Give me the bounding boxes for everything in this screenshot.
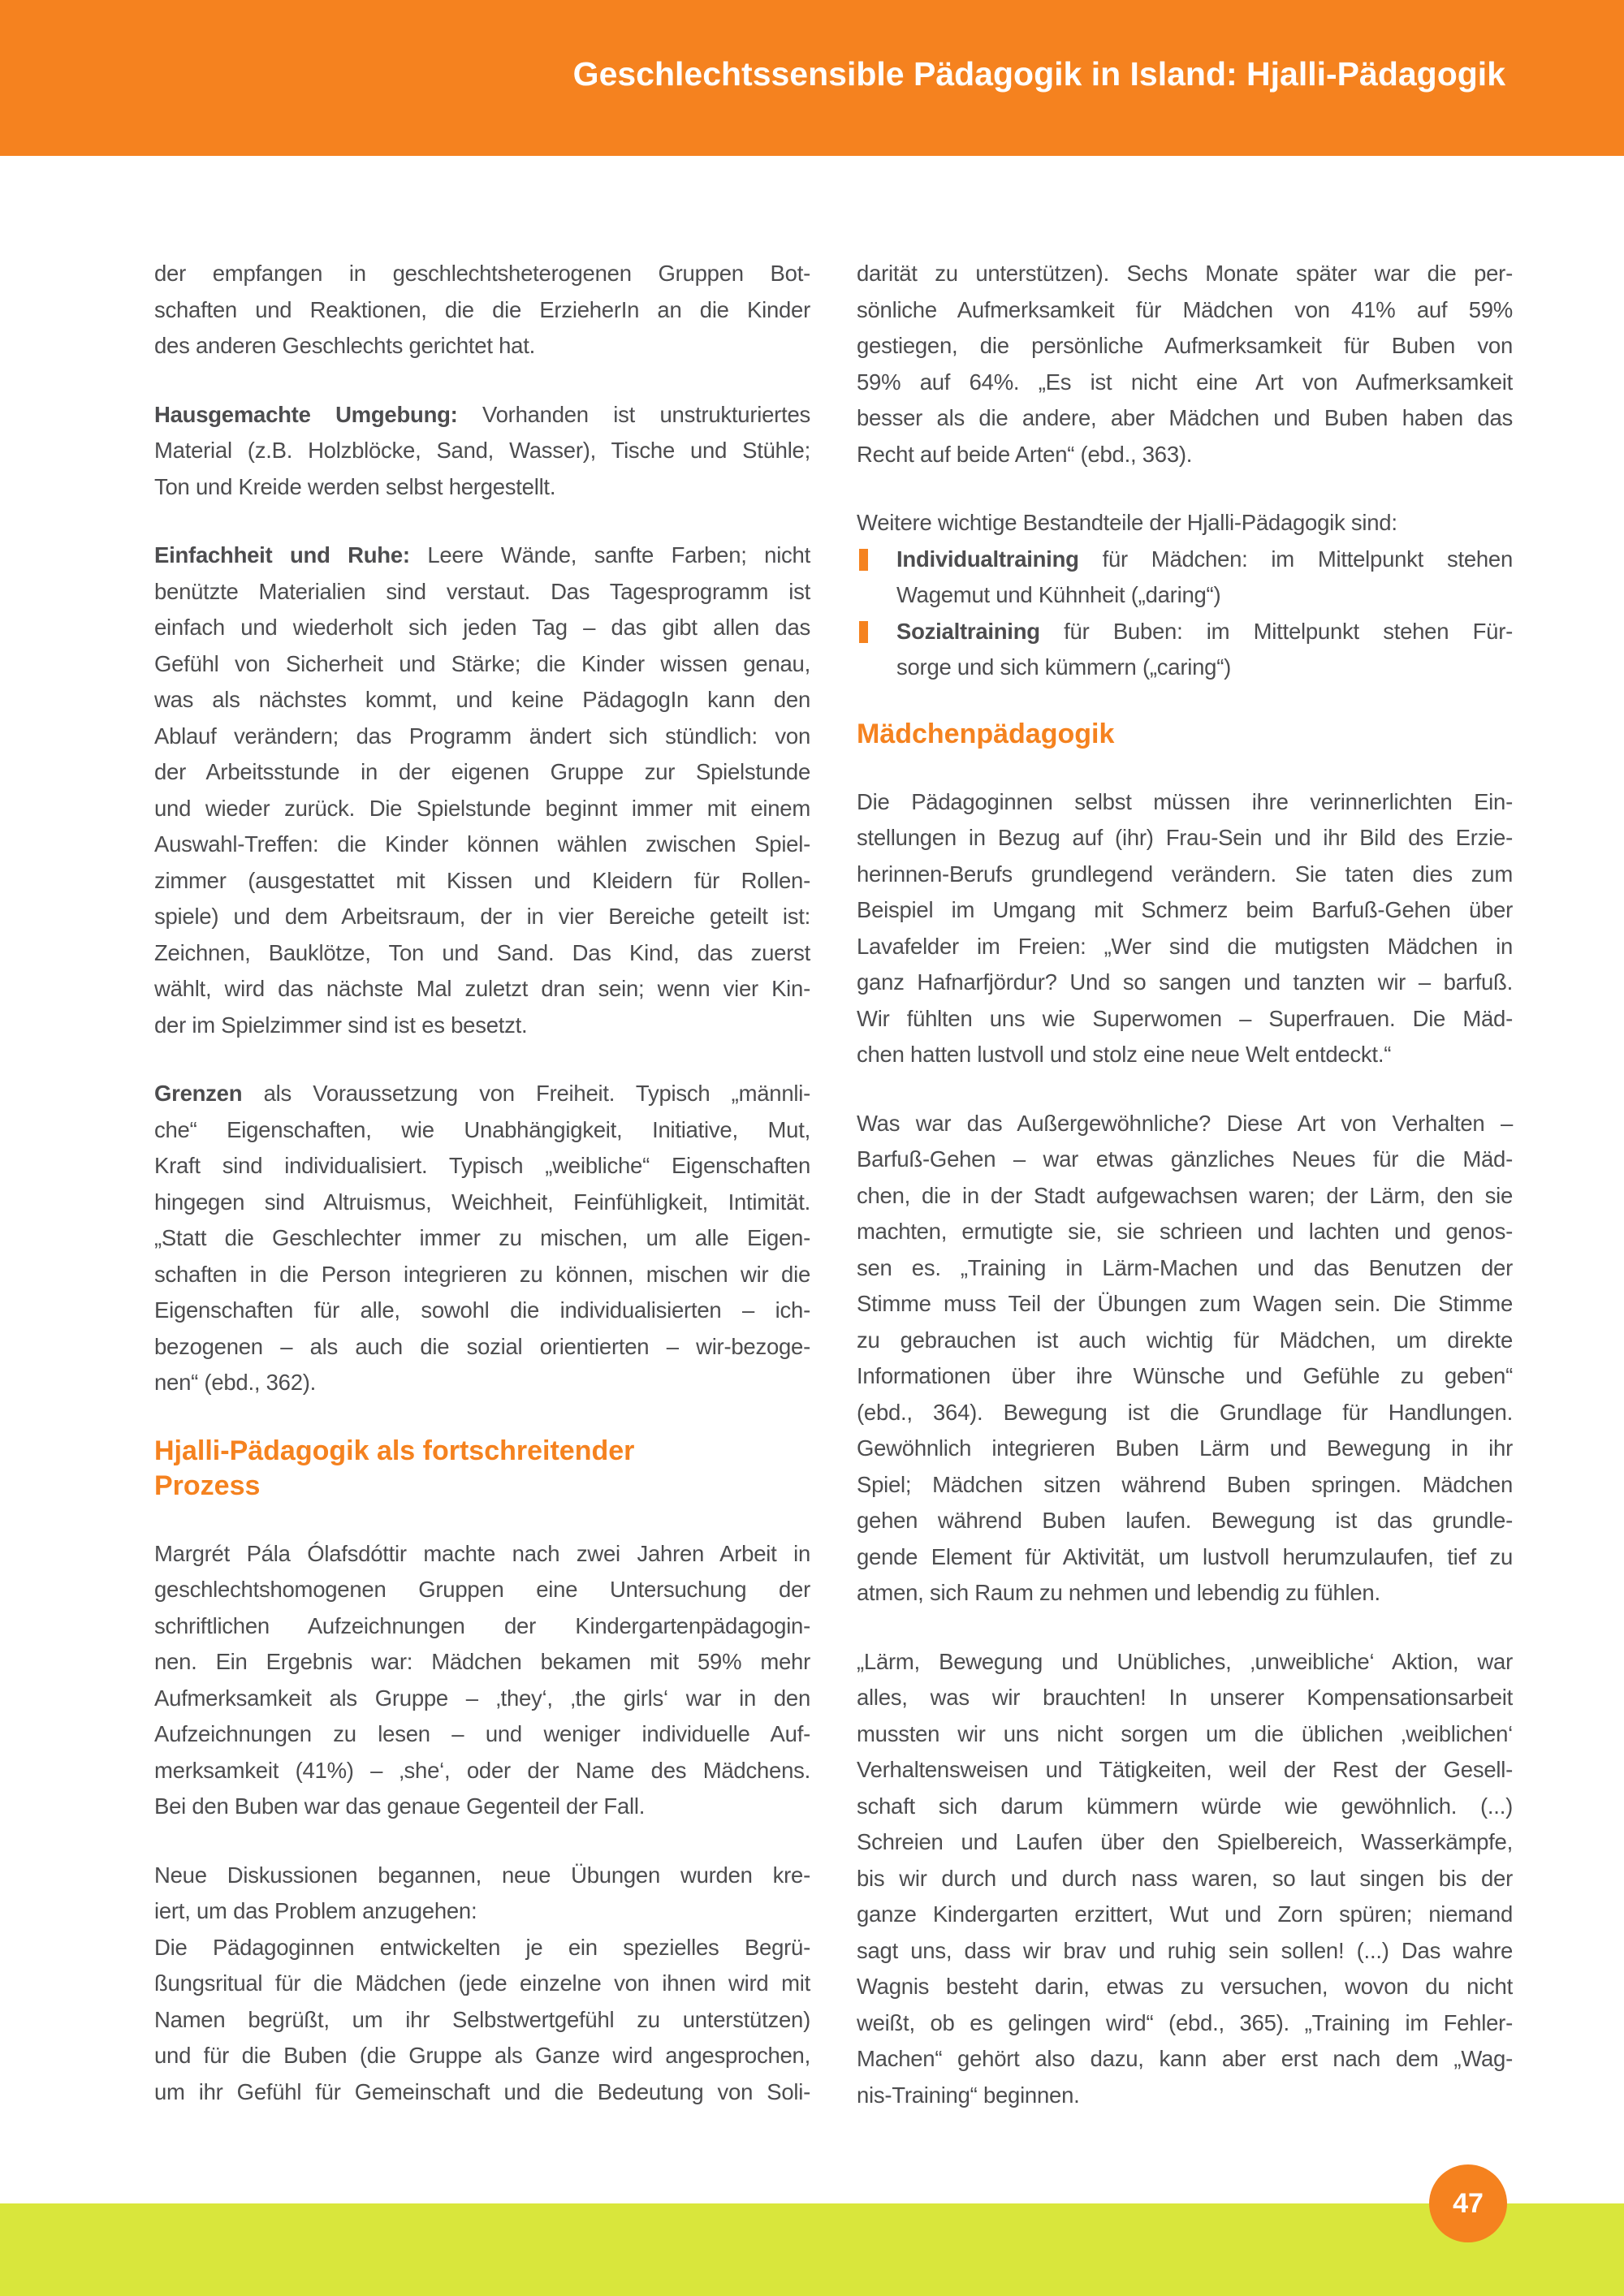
text-line	[857, 505, 1513, 542]
text-line	[857, 1969, 1513, 2005]
line-text: benützte Materialien sind verstaut. Das Tagesprogramm ist	[154, 578, 810, 604]
text-line	[154, 469, 810, 506]
running-title: Geschlechtssensible Pädagogik in Island: Hjalli-Pädagogik	[572, 55, 1505, 93]
text-line	[896, 614, 1513, 650]
text-line	[154, 1536, 810, 1573]
paragraph	[154, 1930, 810, 2111]
line-text: Neue Diskussionen begannen, neue Übungen wurden kre-	[154, 1862, 810, 1888]
line-text: der Arbeitsstunde in der eigenen Gruppe zur Spielstunde	[154, 759, 810, 784]
line-text: besser als die andere, aber Mädchen und Buben haben das	[857, 405, 1513, 430]
right-paragraphs-a	[857, 256, 1513, 542]
paragraph	[154, 397, 810, 506]
text-line	[154, 1608, 810, 1645]
left-column	[154, 256, 810, 2143]
text-line	[154, 1257, 810, 1293]
text-line	[857, 2078, 1513, 2114]
line-text: Eigenschaften für alle, sowohl die individualisierten – ich-	[154, 1297, 810, 1323]
text-line	[154, 1185, 810, 1221]
text-line	[896, 650, 1513, 686]
bullet-item	[857, 542, 1513, 614]
text-line	[154, 537, 810, 574]
line-text: herinnen-Berufs grundlegend verändern. Sie taten dies zum	[857, 861, 1513, 887]
text-line	[857, 1503, 1513, 1539]
text-line	[154, 719, 810, 755]
text-line	[857, 820, 1513, 857]
line-text: Was war das Außergewöhnliche? Diese Art von Verhalten –	[857, 1110, 1513, 1136]
line-text: spiele) und dem Arbeitsraum, der in vier Bereiche geteilt ist:	[154, 904, 810, 929]
bold-lead: Sozialtraining	[896, 618, 1040, 644]
text-line	[857, 1001, 1513, 1038]
line-text: Gefühl von Sicherheit und Stärke; die Kinder wissen genau,	[154, 650, 810, 676]
text-line	[857, 292, 1513, 329]
line-text: sorge und sich kümmern („caring“)	[896, 654, 1232, 680]
line-text: „Statt die Geschlechter immer zu mischen, um alle Eigen-	[154, 1225, 810, 1250]
bold-lead: Individualtraining	[896, 546, 1079, 572]
line-text: des anderen Geschlechts gerichtet hat.	[154, 333, 535, 358]
bold-lead: Grenzen	[154, 1081, 243, 1106]
text-line	[154, 2002, 810, 2039]
text-line	[857, 1467, 1513, 1504]
text-line	[857, 365, 1513, 401]
line-text: Schreien und Laufen über den Spielbereich, Wasserkämpfe,	[857, 1829, 1513, 1854]
line-text: Barfuß-Gehen – war etwas gänzliches Neues für die Mäd-	[857, 1146, 1513, 1172]
text-line	[857, 1431, 1513, 1467]
line-text: machten, ermutigte sie, sie schrieen und lachten und genos-	[857, 1219, 1513, 1244]
line-text: 59% auf 64%. „Es ist nicht eine Art von Aufmerksamkeit	[857, 369, 1513, 395]
text-line	[896, 542, 1513, 578]
line-text: Die Pädagoginnen selbst müssen ihre verinnerlichten Ein-	[857, 788, 1513, 814]
paragraph	[154, 537, 810, 1043]
text-line	[154, 791, 810, 827]
text-line	[857, 1824, 1513, 1861]
text-line	[857, 2005, 1513, 2042]
text-line	[154, 1112, 810, 1149]
line-text: bezogenen – als auch die sozial orientierten – wir-bezoge-	[154, 1333, 810, 1359]
text-line	[154, 1753, 810, 1789]
line-text: weißt, ob es gelingen wird“ (ebd., 365). „Training im Fehler-	[857, 2009, 1513, 2035]
text-line	[154, 1893, 810, 1930]
line-text: Beispiel im Umgang mit Schmerz beim Barfuß-Gehen über	[857, 897, 1513, 922]
bold-lead: Einfachheit und Ruhe:	[154, 542, 410, 568]
text-line	[154, 610, 810, 646]
right-column	[857, 256, 1513, 2146]
orange-bar-bullet-icon	[859, 621, 868, 643]
line-text: Leere Wände, sanfte Farben; nicht	[427, 542, 810, 568]
line-text: Zeichnen, Bauklötze, Ton und Sand. Das Kind, das zuerst	[154, 939, 810, 965]
paragraph	[857, 256, 1513, 473]
text-line	[857, 1358, 1513, 1395]
text-line	[154, 754, 810, 791]
line-text: der im Spielzimmer sind ist es besetzt.	[154, 1012, 528, 1038]
line-text: Verhaltensweisen und Tätigkeiten, weil der Rest der Gesell-	[857, 1757, 1513, 1782]
text-line	[857, 400, 1513, 437]
text-line	[857, 1286, 1513, 1323]
line-text: Recht auf beide Arten“ (ebd., 363).	[857, 441, 1193, 467]
line-text: gestiegen, die persönliche Aufmerksamkeit für Buben von	[857, 333, 1513, 358]
line-text: Wagemut und Kühnheit („daring“)	[896, 582, 1221, 607]
text-line	[154, 899, 810, 935]
section-heading-prozess	[154, 1434, 810, 1504]
line-text: sen es. „Training in Lärm-Machen und das Benutzen der	[857, 1254, 1513, 1280]
line-text: atmen, sich Raum zu nehmen und lebendig zu fühlen.	[857, 1580, 1380, 1605]
text-line	[154, 2074, 810, 2111]
text-line	[857, 1037, 1513, 1073]
paragraph	[857, 505, 1513, 542]
footer-band	[0, 2203, 1624, 2296]
heading-line: Prozess	[154, 1470, 261, 1501]
text-line	[154, 971, 810, 1008]
line-text: und wieder zurück. Die Spielstunde beginnt immer mit einem	[154, 795, 810, 821]
text-line	[857, 857, 1513, 893]
line-text: Margrét Pála Ólafsdóttir machte nach zwei Jahren Arbeit in	[154, 1540, 810, 1566]
text-line	[154, 2038, 810, 2074]
line-text: chen, die in der Stadt aufgewachsen waren; der Lärm, den sie	[857, 1182, 1513, 1208]
text-line	[154, 256, 810, 292]
line-text: nen. Ein Ergebnis war: Mädchen bekamen mit 59% mehr	[154, 1649, 810, 1674]
text-line	[154, 1716, 810, 1753]
text-line	[154, 863, 810, 900]
text-line	[154, 328, 810, 365]
line-text: Vorhanden ist unstrukturiertes	[482, 401, 811, 427]
line-text: Lavafelder im Freien: „Wer sind die mutigsten Mädchen in	[857, 933, 1513, 959]
text-line	[154, 574, 810, 611]
text-line	[154, 1008, 810, 1044]
text-line	[857, 892, 1513, 929]
text-line	[154, 1644, 810, 1681]
line-text: iert, um das Problem anzugehen:	[154, 1898, 477, 1923]
line-text: stellungen in Bezug auf (ihr) Frau-Sein und ihr Bild des Erzie-	[857, 825, 1513, 850]
line-text: sagt uns, dass wir brav und ruhig sein sollen! (...) Das wahre	[857, 1937, 1513, 1963]
line-text: Die Pädagoginnen entwickelten je ein spezielles Begrü-	[154, 1934, 810, 1960]
line-text: für Buben: im Mittelpunkt stehen Für-	[1064, 618, 1514, 644]
text-line	[857, 1789, 1513, 1825]
line-text: Gewöhnlich integrieren Buben Lärm und Bewegung in ihr	[857, 1435, 1513, 1461]
right-paragraphs-b	[857, 784, 1513, 2114]
page-header	[0, 0, 1624, 156]
text-line	[154, 1930, 810, 1966]
text-line	[857, 1897, 1513, 1933]
text-line	[154, 1572, 810, 1608]
text-line	[857, 1575, 1513, 1612]
text-line	[857, 1395, 1513, 1431]
text-line	[154, 1293, 810, 1329]
paragraph	[154, 1858, 810, 1930]
text-line	[154, 433, 810, 469]
text-line	[857, 784, 1513, 821]
line-text: was als nächstes kommt, und keine PädagogIn kann den	[154, 687, 810, 712]
line-text: nen“ (ebd., 362).	[154, 1370, 317, 1395]
line-text: che“ Eigenschaften, wie Unabhängigkeit, Initiative, Mut,	[154, 1116, 810, 1142]
line-text: nis-Training“ beginnen.	[857, 2082, 1080, 2108]
line-text: schaften und Reaktionen, die die ErzieherIn an die Kinder	[154, 296, 810, 322]
text-line	[857, 256, 1513, 292]
text-line	[154, 826, 810, 863]
page-number-badge: 47	[1429, 2164, 1507, 2242]
text-line	[857, 328, 1513, 365]
text-line	[857, 1178, 1513, 1215]
line-text: Namen begrüßt, um ihr Selbstwertgefühl zu unterstützen)	[154, 2006, 810, 2032]
line-text: hingegen sind Altruismus, Weichheit, Feinfühligkeit, Intimität.	[154, 1189, 810, 1215]
text-line	[857, 2041, 1513, 2078]
line-text: Stimme muss Teil der Übungen zum Wagen sein. Die Stimme	[857, 1291, 1513, 1316]
text-line	[154, 1858, 810, 1894]
text-line	[154, 292, 810, 329]
text-line	[857, 1106, 1513, 1142]
text-line	[154, 397, 810, 434]
line-text: zu gebrauchen ist auch wichtig für Mädchen, um direkte	[857, 1327, 1513, 1353]
text-line	[154, 935, 810, 972]
line-text: darität zu unterstützen). Sechs Monate später war die per-	[857, 261, 1513, 286]
text-line	[857, 1752, 1513, 1789]
text-line	[154, 1076, 810, 1112]
line-text: als Voraussetzung von Freiheit. Typisch „männli-	[263, 1081, 810, 1106]
bullet-list	[857, 542, 1513, 686]
text-line	[857, 1323, 1513, 1359]
line-text: Machen“ gehört also dazu, kann aber erst nach dem „Wag-	[857, 2046, 1513, 2071]
line-text: Wir fühlten uns wie Superwomen – Superfrauen. Die Mäd-	[857, 1005, 1513, 1031]
section-heading-maedchenpaedagogik: Mädchenpädagogik	[857, 718, 1115, 749]
line-text: Weitere wichtige Bestandteile der Hjalli-Pädagogik sind:	[857, 510, 1397, 535]
line-text: Ablauf verändern; das Programm ändert sich stündlich: von	[154, 723, 810, 749]
text-line	[154, 682, 810, 719]
text-line	[857, 437, 1513, 473]
paragraph	[857, 1644, 1513, 2114]
line-text: Auswahl-Treffen: die Kinder können wählen zwischen Spiel-	[154, 831, 810, 857]
heading-line: Hjalli-Pädagogik als fortschreitender	[154, 1435, 635, 1466]
line-text: bis wir durch und durch nass waren, so laut singen bis der	[857, 1865, 1513, 1891]
line-text: Material (z.B. Holzblöcke, Sand, Wasser), Tische und Stühle;	[154, 438, 810, 463]
line-text: schriftlichen Aufzeichnungen der Kindergartenpädagogin-	[154, 1612, 810, 1638]
text-line	[857, 1933, 1513, 1970]
line-text: mussten wir uns nicht sorgen um die üblichen ‚weiblichen‘	[857, 1720, 1513, 1746]
text-line	[857, 929, 1513, 965]
text-line	[857, 965, 1513, 1001]
bold-lead: Hausgemachte Umgebung:	[154, 401, 458, 427]
line-text: (ebd., 364). Bewegung ist die Grundlage für Handlungen.	[857, 1399, 1513, 1425]
line-text: wählt, wird das nächste Mal zuletzt dran sein; wenn vier Kin-	[154, 976, 810, 1001]
line-text: Informationen über ihre Wünsche und Gefühle zu geben“	[857, 1363, 1513, 1388]
line-text: schaften in die Person integrieren zu können, mischen wir die	[154, 1261, 810, 1287]
left-paragraphs-b	[154, 1536, 810, 2111]
left-paragraphs-a	[154, 256, 810, 1401]
line-text: ßungsritual für die Mädchen (jede einzelne von ihnen wird mit	[154, 1970, 810, 1996]
text-line	[857, 1680, 1513, 1716]
text-line	[857, 1716, 1513, 1753]
line-text: alles, was wir brauchten! In unserer Kompensationsarbeit	[857, 1685, 1513, 1710]
line-text: geschlechtshomogenen Gruppen eine Untersuchung der	[154, 1577, 810, 1602]
paragraph	[154, 1536, 810, 1825]
text-line	[154, 1148, 810, 1185]
line-text: merksamkeit (41%) – ‚she‘, oder der Name des Mädchens.	[154, 1757, 810, 1783]
line-text: und für die Buben (die Gruppe als Ganze wird angesprochen,	[154, 2043, 810, 2068]
line-text: gende Element für Aktivität, um lustvoll herumzulaufen, tief zu	[857, 1543, 1513, 1569]
orange-bar-bullet-icon	[859, 549, 868, 571]
line-text: Spiel; Mädchen sitzen während Buben springen. Mädchen	[857, 1471, 1513, 1497]
text-line	[857, 1214, 1513, 1250]
text-line	[857, 1539, 1513, 1576]
paragraph	[154, 1076, 810, 1401]
text-line	[857, 1142, 1513, 1178]
line-text: Bei den Buben war das genaue Gegenteil der Fall.	[154, 1793, 646, 1819]
line-text: Kraft sind individualisiert. Typisch „weibliche“ Eigenschaften	[154, 1153, 810, 1178]
line-text: der empfangen in geschlechtsheterogenen Gruppen Bot-	[154, 261, 810, 286]
line-text: schaft sich darum kümmern würde wie gewöhnlich. (...)	[857, 1793, 1513, 1819]
bullet-item	[857, 614, 1513, 686]
paragraph	[857, 1106, 1513, 1612]
line-text: Aufzeichnungen zu lesen – und weniger individuelle Auf-	[154, 1721, 810, 1746]
line-text: Ton und Kreide werden selbst hergestellt.	[154, 473, 556, 499]
line-text: ganze Kindergarten erzittert, Wut und Zorn spüren; niemand	[857, 1901, 1513, 1927]
line-text: sönliche Aufmerksamkeit für Mädchen von 41% auf 59%	[857, 296, 1513, 322]
text-line	[857, 1644, 1513, 1681]
text-line	[154, 1681, 810, 1717]
line-text: Wagnis besteht darin, etwas zu versuchen, wovon du nicht	[857, 1974, 1513, 1999]
text-line	[896, 577, 1513, 614]
text-line	[154, 1220, 810, 1257]
text-line	[857, 1861, 1513, 1897]
line-text: zimmer (ausgestattet mit Kissen und Kleidern für Rollen-	[154, 867, 810, 893]
paragraph	[154, 256, 810, 365]
line-text: gehen während Buben laufen. Bewegung ist das grundle-	[857, 1508, 1513, 1533]
line-text: ganz Hafnarfjördur? Und so sangen und tanzten wir – barfuß.	[857, 969, 1513, 995]
text-line	[154, 1365, 810, 1401]
text-line	[857, 1250, 1513, 1287]
line-text: für Mädchen: im Mittelpunkt stehen	[1102, 546, 1514, 572]
text-line	[154, 1789, 810, 1825]
line-text: Aufmerksamkeit als Gruppe – ‚they‘, ‚the girls‘ war in den	[154, 1685, 810, 1711]
line-text: chen hatten lustvoll und stolz eine neue Welt entdeckt.“	[857, 1042, 1392, 1067]
text-line	[154, 1966, 810, 2002]
paragraph	[857, 784, 1513, 1073]
line-text: um ihr Gefühl für Gemeinschaft und die Bedeutung von Soli-	[154, 2078, 810, 2104]
text-line	[154, 1329, 810, 1366]
line-text: einfach und wiederholt sich jeden Tag – das gibt allen das	[154, 615, 810, 640]
text-line	[154, 646, 810, 683]
line-text: „Lärm, Bewegung und Unübliches, ‚unweibliche‘ Aktion, war	[857, 1648, 1513, 1674]
